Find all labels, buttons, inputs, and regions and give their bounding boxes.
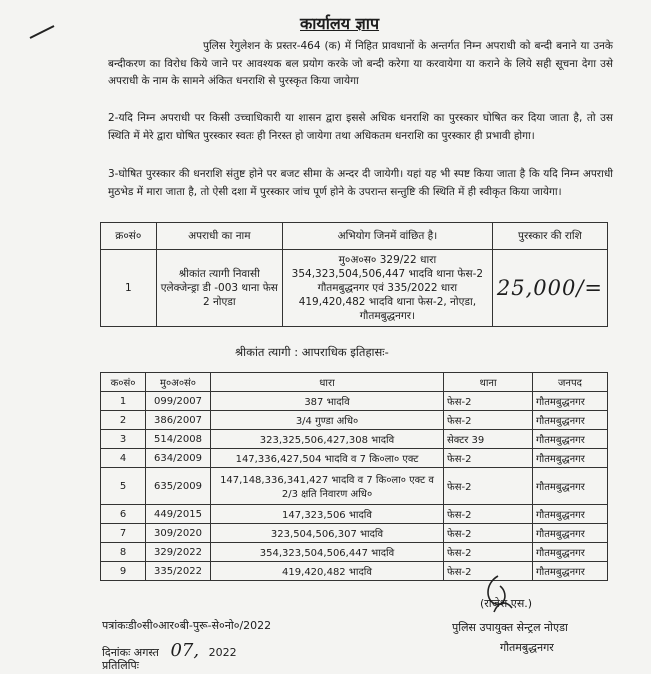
- signer-name: (राजेश एस.): [480, 597, 533, 610]
- history-section: 147,336,427,504 भादवि व 7 कि०ला० एक्ट: [211, 449, 444, 468]
- history-case-number: 634/2009: [146, 449, 211, 468]
- header-reward: पुरस्कार की राशि: [492, 223, 607, 250]
- history-header-section: धारा: [211, 373, 444, 392]
- table-row: [101, 468, 608, 505]
- history-district: गौतमबुद्धनगर: [533, 392, 608, 411]
- history-station: फेस-2: [444, 505, 533, 524]
- table-row: [101, 449, 608, 468]
- date-label: दिनांकः अगस्त: [102, 646, 159, 659]
- history-station: फेस-2: [444, 449, 533, 468]
- history-section: 354,323,504,506,447 भादवि: [211, 543, 444, 562]
- signer-place: गौतमबुद्धनगर: [500, 641, 554, 654]
- history-sno: 8: [101, 543, 146, 562]
- history-sno: 1: [101, 392, 146, 411]
- history-station: फेस-2: [444, 543, 533, 562]
- table-row: [101, 505, 608, 524]
- history-case-number: 449/2015: [146, 505, 211, 524]
- reference-number: पत्रांकःडी०सी०आर०बी-पुरू-से०नो०/2022: [102, 619, 272, 632]
- history-station: फेस-2: [444, 411, 533, 430]
- pen-scribble-mark: [28, 22, 58, 42]
- history-section: 323,504,506,307 भादवि: [211, 524, 444, 543]
- history-section: 3/4 गुण्डा अधि०: [211, 411, 444, 430]
- criminal-history-table: [100, 372, 608, 581]
- paragraph-2-text: 2-यदि निम्न अपराधी पर किसी उच्चाधिकारी या शासन द्वारा इससे अधिक धनराशि का पुरस्कार घोषित कर दिया जाता है, तो उस स्थिति में मेरे द्वारा घोषित पुरस्कार स्वतः ही निरस्त हो जायेगा तथा अधिकतम धनराशि का पुरस्कार ही प्रभावी होगा।: [108, 112, 613, 142]
- paragraph-1: [108, 38, 613, 91]
- history-sno: 2: [101, 411, 146, 430]
- table-row: [101, 411, 608, 430]
- signer-title: पुलिस उपायुक्त सेन्ट्रल नोएडा: [452, 621, 568, 634]
- history-sno: 4: [101, 449, 146, 468]
- history-header-station: थाना: [444, 373, 533, 392]
- history-sno: 7: [101, 524, 146, 543]
- history-header-case: मु०अ०सं०: [146, 373, 211, 392]
- header-name: अपराधी का नाम: [156, 223, 282, 250]
- reward-table-row: [101, 250, 608, 327]
- reward-sno: 1: [101, 250, 157, 327]
- history-district: गौतमबुद्धनगर: [533, 449, 608, 468]
- history-station: फेस-2: [444, 468, 533, 505]
- history-header-district: जनपद: [533, 373, 608, 392]
- history-case-number: 386/2007: [146, 411, 211, 430]
- history-district: गौतमबुद्धनगर: [533, 468, 608, 505]
- history-table-body: [101, 392, 608, 581]
- wanted-cases: मु०अ०स० 329/22 धारा 354,323,504,506,447 भादवि थाना फेस-2 गौतमबुद्धनगर एवं 335/2022 धारा 419,420,482 भादवि थाना फेस-2, नोएडा, गौतमबुद्धनगर।: [282, 250, 492, 327]
- memo-title: कार्यालय ज्ञाप: [300, 14, 380, 33]
- reward-table-header: [101, 223, 608, 250]
- history-station: फेस-2: [444, 524, 533, 543]
- history-case-number: 335/2022: [146, 562, 211, 581]
- history-title: श्रीकांत त्यागी : आपराधिक इतिहासः-: [235, 345, 389, 359]
- history-district: गौतमबुद्धनगर: [533, 430, 608, 449]
- table-row: [101, 430, 608, 449]
- paragraph-1-text: पुलिस रेगुलेशन के प्रस्तर-464 (क) में निहित प्रावधानों के अन्तर्गत निम्न अपराधी को बन्दी बनाने या उनके बन्दीकरण का विरोध किये जाने पर आवश्यक बल प्रयोग करके जो बन्दी करेगा या करवायेगा या कराने के लिये सही सूचना देगा उसे अपराधी के नाम के सामने अंकित धनराशि से पुरस्कृत किया जायेगा: [108, 40, 613, 87]
- reward-amount: 25,000/=: [496, 276, 603, 300]
- history-case-number: 329/2022: [146, 543, 211, 562]
- table-row: [101, 392, 608, 411]
- paragraph-3-text: 3-घोषित पुरस्कार की धनराशि संतुष्ट होने पर बजट सीमा के अन्दर दी जायेगी। यहां यह भी स्पष्ट किया जाता है कि यदि निम्न अपराधी मुठभेड में मारा जाता है, तो ऐसी दशा में पुरस्कार जांच पूर्ण होने के उपरान्त सन्तुष्टि की स्थिति में ही स्वीकृत किया जायेगा।: [108, 168, 613, 198]
- accused-name: श्रीकांत त्यागी निवासी एलेक्जेन्ड्रा डी -003 थाना फेस 2 नोएडा: [156, 250, 282, 327]
- history-sno: 9: [101, 562, 146, 581]
- history-station: फेस-2: [444, 392, 533, 411]
- history-district: गौतमबुद्धनगर: [533, 562, 608, 581]
- copy-label: प्रतिलिपिः: [102, 659, 140, 672]
- history-section: 387 भादवि: [211, 392, 444, 411]
- history-district: गौतमबुद्धनगर: [533, 505, 608, 524]
- history-section: 147,148,336,341,427 भादवि व 7 कि०ला० एक्ट व 2/3 क्षति निवारण अधि०: [211, 468, 444, 505]
- table-row: [101, 524, 608, 543]
- header-sno: क्र०सं०: [101, 223, 157, 250]
- paragraph-2: [108, 110, 613, 145]
- history-sno: 6: [101, 505, 146, 524]
- history-case-number: 309/2020: [146, 524, 211, 543]
- history-section: 419,420,482 भादवि: [211, 562, 444, 581]
- history-district: गौतमबुद्धनगर: [533, 543, 608, 562]
- history-sno: 3: [101, 430, 146, 449]
- history-case-number: 635/2009: [146, 468, 211, 505]
- reward-amount-cell: [492, 250, 607, 327]
- paragraph-3: [108, 166, 613, 201]
- history-district: गौतमबुद्धनगर: [533, 524, 608, 543]
- date-year: 2022: [208, 646, 237, 659]
- history-sno: 5: [101, 468, 146, 505]
- history-station: सेक्टर 39: [444, 430, 533, 449]
- header-cases: अभियोग जिनमें वांछित है।: [282, 223, 492, 250]
- table-row: [101, 562, 608, 581]
- table-row: [101, 543, 608, 562]
- date-day: 07,: [170, 640, 200, 661]
- history-table-header: [101, 373, 608, 392]
- history-section: 323,325,506,427,308 भादवि: [211, 430, 444, 449]
- history-case-number: 514/2008: [146, 430, 211, 449]
- history-header-sno: क०सं०: [101, 373, 146, 392]
- history-case-number: 099/2007: [146, 392, 211, 411]
- reward-table: [100, 222, 608, 327]
- history-station: फेस-2: [444, 562, 533, 581]
- history-district: गौतमबुद्धनगर: [533, 411, 608, 430]
- history-section: 147,323,506 भादवि: [211, 505, 444, 524]
